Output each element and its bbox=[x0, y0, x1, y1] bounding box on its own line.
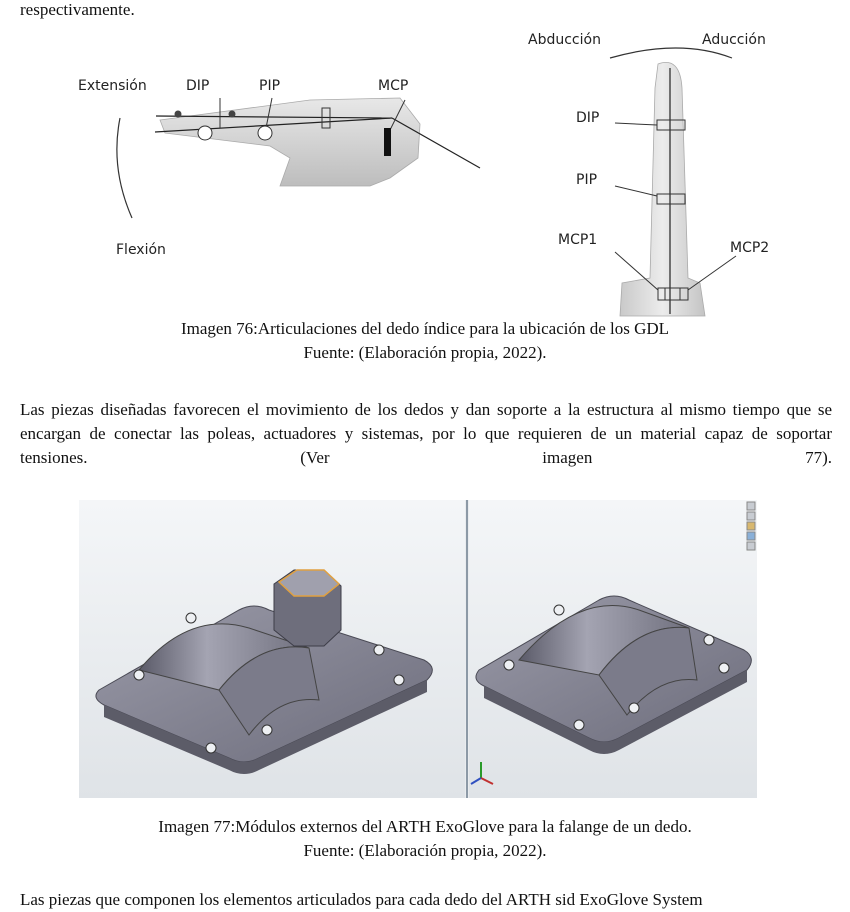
cad-modules-render bbox=[79, 500, 757, 798]
label-dip-side: DIP bbox=[186, 78, 210, 94]
figure-77-source: Fuente: (Elaboración propia, 2022). bbox=[303, 841, 547, 860]
figure-77 bbox=[79, 500, 757, 798]
figure-76 bbox=[70, 28, 800, 318]
top-text-fragment: respectivamente. bbox=[20, 0, 135, 19]
finger-shape bbox=[160, 98, 420, 186]
label-extension: Extensión bbox=[78, 78, 147, 94]
label-abduccion: Abducción bbox=[528, 32, 601, 48]
label-mcp2: MCP2 bbox=[730, 240, 770, 256]
figure-76-source: Fuente: (Elaboración propia, 2022). bbox=[303, 343, 547, 362]
label-mcp-side: MCP bbox=[378, 78, 409, 94]
label-flexion: Flexión bbox=[116, 242, 166, 258]
finger-top-view bbox=[510, 28, 800, 318]
finger-top-shape bbox=[620, 62, 705, 316]
label-aduccion: Aducción bbox=[702, 32, 766, 48]
body-paragraph: Las piezas diseñadas favorecen el movimiento de los dedos y dan soporte a la estructura al mismo tiempo que se encargan de conectar las poleas, actuadores y sistemas, por lo que requieren de un material capaz de soportar tensiones. (Ver imagen 77). bbox=[20, 400, 832, 467]
abduction-adduction-arc bbox=[610, 48, 732, 58]
bottom-text-fragment: Las piezas que componen los elementos articulados para cada dedo del ARTH sid ExoGlove System bbox=[20, 890, 703, 909]
viewport-toolbar-icons bbox=[747, 502, 755, 550]
label-mcp1: MCP1 bbox=[558, 232, 598, 248]
finger-side-view bbox=[70, 28, 490, 318]
figure-77-caption: Imagen 77:Módulos externos del ARTH ExoGlove para la falange de un dedo. bbox=[158, 817, 692, 836]
label-pip-top: PIP bbox=[576, 172, 598, 188]
figure-76-caption: Imagen 76:Articulaciones del dedo índice para la ubicación de los GDL bbox=[180, 319, 670, 338]
label-pip-side: PIP bbox=[259, 78, 281, 94]
extension-flexion-arc bbox=[117, 118, 132, 218]
label-dip-top: DIP bbox=[576, 110, 600, 126]
